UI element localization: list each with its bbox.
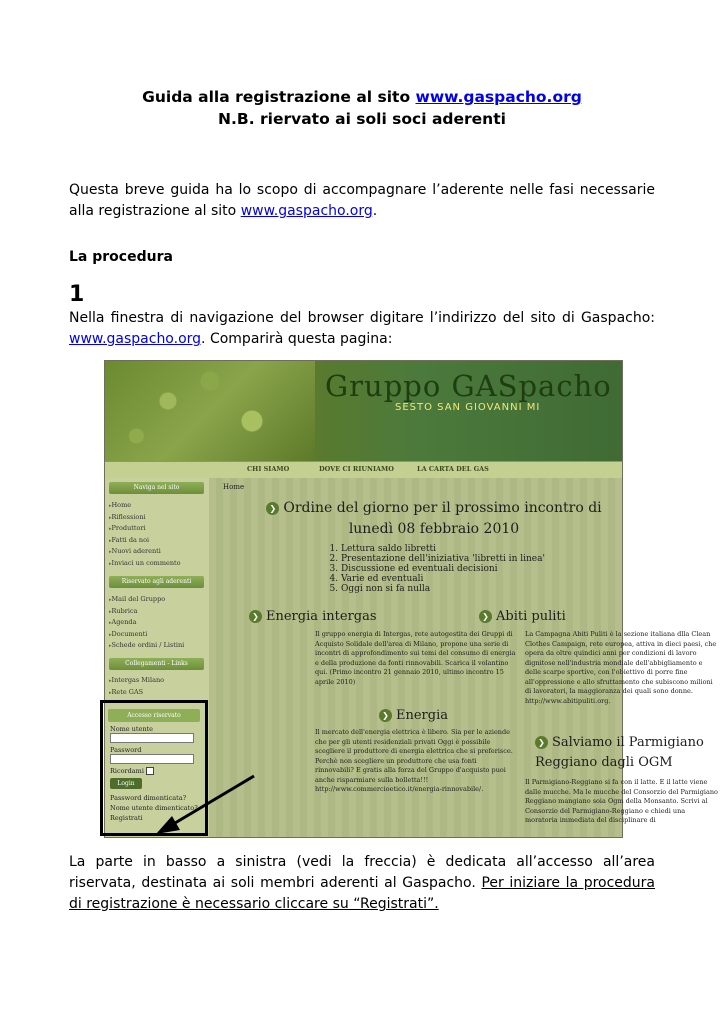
agenda-item: 1. Lettura saldo libretti	[341, 544, 545, 554]
intro-paragraph	[69, 180, 655, 222]
site-subtitle: SESTO SAN GIOVANNI MI	[395, 402, 541, 413]
agenda-item: 5. Oggi non si fa nulla	[341, 584, 545, 594]
energia-title-text: Energia	[396, 708, 448, 723]
arrow-circle-icon: ❯	[266, 502, 279, 515]
step-1-suffix: . Comparirà questa pagina:	[201, 331, 393, 347]
nav-carta-del-gas[interactable]: LA CARTA DEL GAS	[417, 465, 489, 473]
agenda-item: 4. Varie ed eventuali	[341, 574, 545, 584]
intro-site-link[interactable]: www.gaspacho.org	[240, 203, 373, 219]
sidebar-item-agenda[interactable]: ▸ Agenda	[109, 617, 184, 629]
pointer-arrow-icon	[150, 770, 260, 840]
site-nav-bar	[105, 461, 622, 479]
closing-paragraph	[69, 852, 655, 915]
forgot-username-link[interactable]: Nome utente dimenticato?	[110, 804, 198, 812]
sidebar-item-intergas[interactable]: ▸ Intergas Milano	[109, 675, 164, 687]
step-1-site-link[interactable]: www.gaspacho.org	[69, 331, 202, 347]
title-line-1	[0, 86, 724, 108]
energia-text: Il mercato dell'energia elettrica è libero. Sia per le aziende che per gli utenti residenziali privati Oggi è possibile scegliere il produttore di energia elettrica che si preferisce. Perchè non scegliere un produttore che usa fonti rinnovabili? E gratis alla forza del Gruppo d'acquisto puoi anche risparmiare sulla bolletta!!! http://www.commercioetico.it/energia-rinnovabile/.	[315, 728, 513, 793]
sidebar-head-links: Collegamenti - Links	[109, 658, 204, 670]
sidebar-item-commento[interactable]: ▸ Inviaci un commento	[109, 558, 181, 570]
sidebar-item-mail[interactable]: ▸ Mail del Gruppo	[109, 594, 184, 606]
site-title: Gruppo GASpacho	[325, 369, 612, 403]
sidebar-item-fatti-da-noi[interactable]: ▸ Fatti da noi	[109, 535, 181, 547]
main-headline	[249, 498, 619, 540]
parmigiano-title-text: Salviamo il Parmigiano Reggiano dagli OGM	[535, 735, 704, 770]
agenda-item: 3. Discussione ed eventuali decisioni	[341, 564, 545, 574]
closing-instruction: Per iniziare la procedura di registrazione è necessario cliccare su “Registrati”.	[69, 875, 656, 912]
site-banner	[105, 361, 622, 461]
step-number: 1	[69, 282, 85, 307]
abiti-puliti-title	[479, 609, 566, 624]
title-text: Guida alla registrazione al sito	[142, 88, 416, 106]
title-site-link[interactable]: www.gaspacho.org	[415, 88, 582, 106]
energia-title	[379, 708, 448, 723]
closing-text: La parte in basso a sinistra (vedi la freccia) è dedicata all’accesso all’area riservata, destinata ai soli membri aderenti al Gaspacho.	[69, 854, 655, 891]
sidebar-head-navigate: Naviga nel sito	[109, 482, 204, 494]
arrow-circle-icon: ❯	[379, 709, 392, 722]
breadcrumb: Home	[223, 483, 245, 491]
nav-dove-ci-riuniamo[interactable]: DOVE CI RIUNIAMO	[319, 465, 394, 473]
step-1-paragraph	[69, 308, 655, 350]
sidebar-reserved-list	[109, 594, 184, 652]
energia-intergas-title-text: Energia intergas	[266, 609, 377, 624]
nav-chi-siamo[interactable]: CHI SIAMO	[247, 465, 290, 473]
title-line-2: N.B. riervato ai soli soci aderenti	[218, 110, 506, 128]
parmigiano-title	[535, 733, 725, 773]
step-1-text: Nella finestra di navigazione del browser digitare l’indirizzo del sito di Gaspacho:	[69, 310, 655, 326]
login-head: Accesso riservato	[108, 709, 200, 722]
abiti-puliti-title-text: Abiti puliti	[496, 609, 566, 624]
remember-label: Ricordami	[110, 767, 144, 775]
sidebar-item-home[interactable]: ▸ Home	[109, 500, 181, 512]
banner-photo	[105, 361, 315, 461]
sidebar-item-documenti[interactable]: ▸ Documenti	[109, 629, 184, 641]
sidebar-item-schede[interactable]: ▸ Schede ordini / Listini	[109, 640, 184, 652]
sidebar-item-rubrica[interactable]: ▸ Rubrica	[109, 606, 184, 618]
intro-suffix: .	[372, 203, 378, 219]
main-headline-text: Ordine del giorno per il prossimo incontro di lunedì 08 febbraio 2010	[283, 500, 602, 537]
agenda-item: 2. Presentazione dell'iniziativa 'libretti in linea'	[341, 554, 545, 564]
parmigiano-text: Il Parmigiano-Reggiano si fa con il latte. E il latte viene dalle mucche. Ma le mucche del Consorzio del Parmigiano Reggiano mangiano soia Ogm della Monsanto. Scrivi al Consorzio del Parmigiano-Reggiano e chiedi una moratoria immediata del disciplinare di	[525, 778, 718, 824]
sidebar-item-rete-gas[interactable]: ▸ Rete GAS	[109, 687, 164, 699]
login-button[interactable]: Login	[110, 778, 142, 789]
sidebar-head-reserved: Riservato agli aderenti	[109, 576, 204, 588]
password-label: Password	[110, 746, 142, 754]
arrow-circle-icon: ❯	[535, 736, 548, 749]
procedure-heading: La procedura	[69, 249, 173, 265]
site-main	[209, 478, 718, 837]
sidebar-navigate-list	[109, 500, 181, 569]
agenda-list	[329, 544, 545, 594]
abiti-puliti-text: La Campagna Abiti Puliti è la sezione italiana dlla Clean Clothes Campaign, rete europea, attiva in dieci paesi, che opera da oltre quindici anni per condizioni di lavoro dignitose nell'industria mondiale dell'abbigliamento e delle scarpe sportive, con l'obiettivo di porre fine all'oppressione e allo sfruttamento che subiscono milioni di lavoratori, la maggioranza dei quali sono donne. http://www.abitipuliti.org.	[525, 630, 717, 705]
sidebar-item-produttori[interactable]: ▸ Produttori	[109, 523, 181, 535]
intro-text: Questa breve guida ha lo scopo di accompagnare l’aderente nelle fasi necessarie alla registrazione al sito	[69, 182, 655, 219]
username-label: Nome utente	[110, 725, 153, 733]
forgot-password-link[interactable]: Password dimenticata?	[110, 794, 187, 802]
sidebar-links-list	[109, 675, 164, 698]
arrow-circle-icon: ❯	[249, 610, 262, 623]
sidebar-item-riflessioni[interactable]: ▸ Riflessioni	[109, 512, 181, 524]
arrow-circle-icon: ❯	[479, 610, 492, 623]
energia-intergas-text: Il gruppo energia di Intergas, rete autogestita dei Gruppi di Acquisto Solidale dell'area di Milano, propone una serie di incontri di approfondimento sui temi del consumo di energia e della produzione da fonti rinnovabili. Scarica il volantino qui. (Primo incontro 21 gennaio 2010, ultimo incontro 15 aprile 2010)	[315, 630, 516, 686]
register-link[interactable]: Registrati	[110, 814, 143, 822]
energia-intergas-title	[249, 609, 377, 624]
document-title	[0, 86, 724, 130]
sidebar-item-nuovi-aderenti[interactable]: ▸ Nuovi aderenti	[109, 546, 181, 558]
